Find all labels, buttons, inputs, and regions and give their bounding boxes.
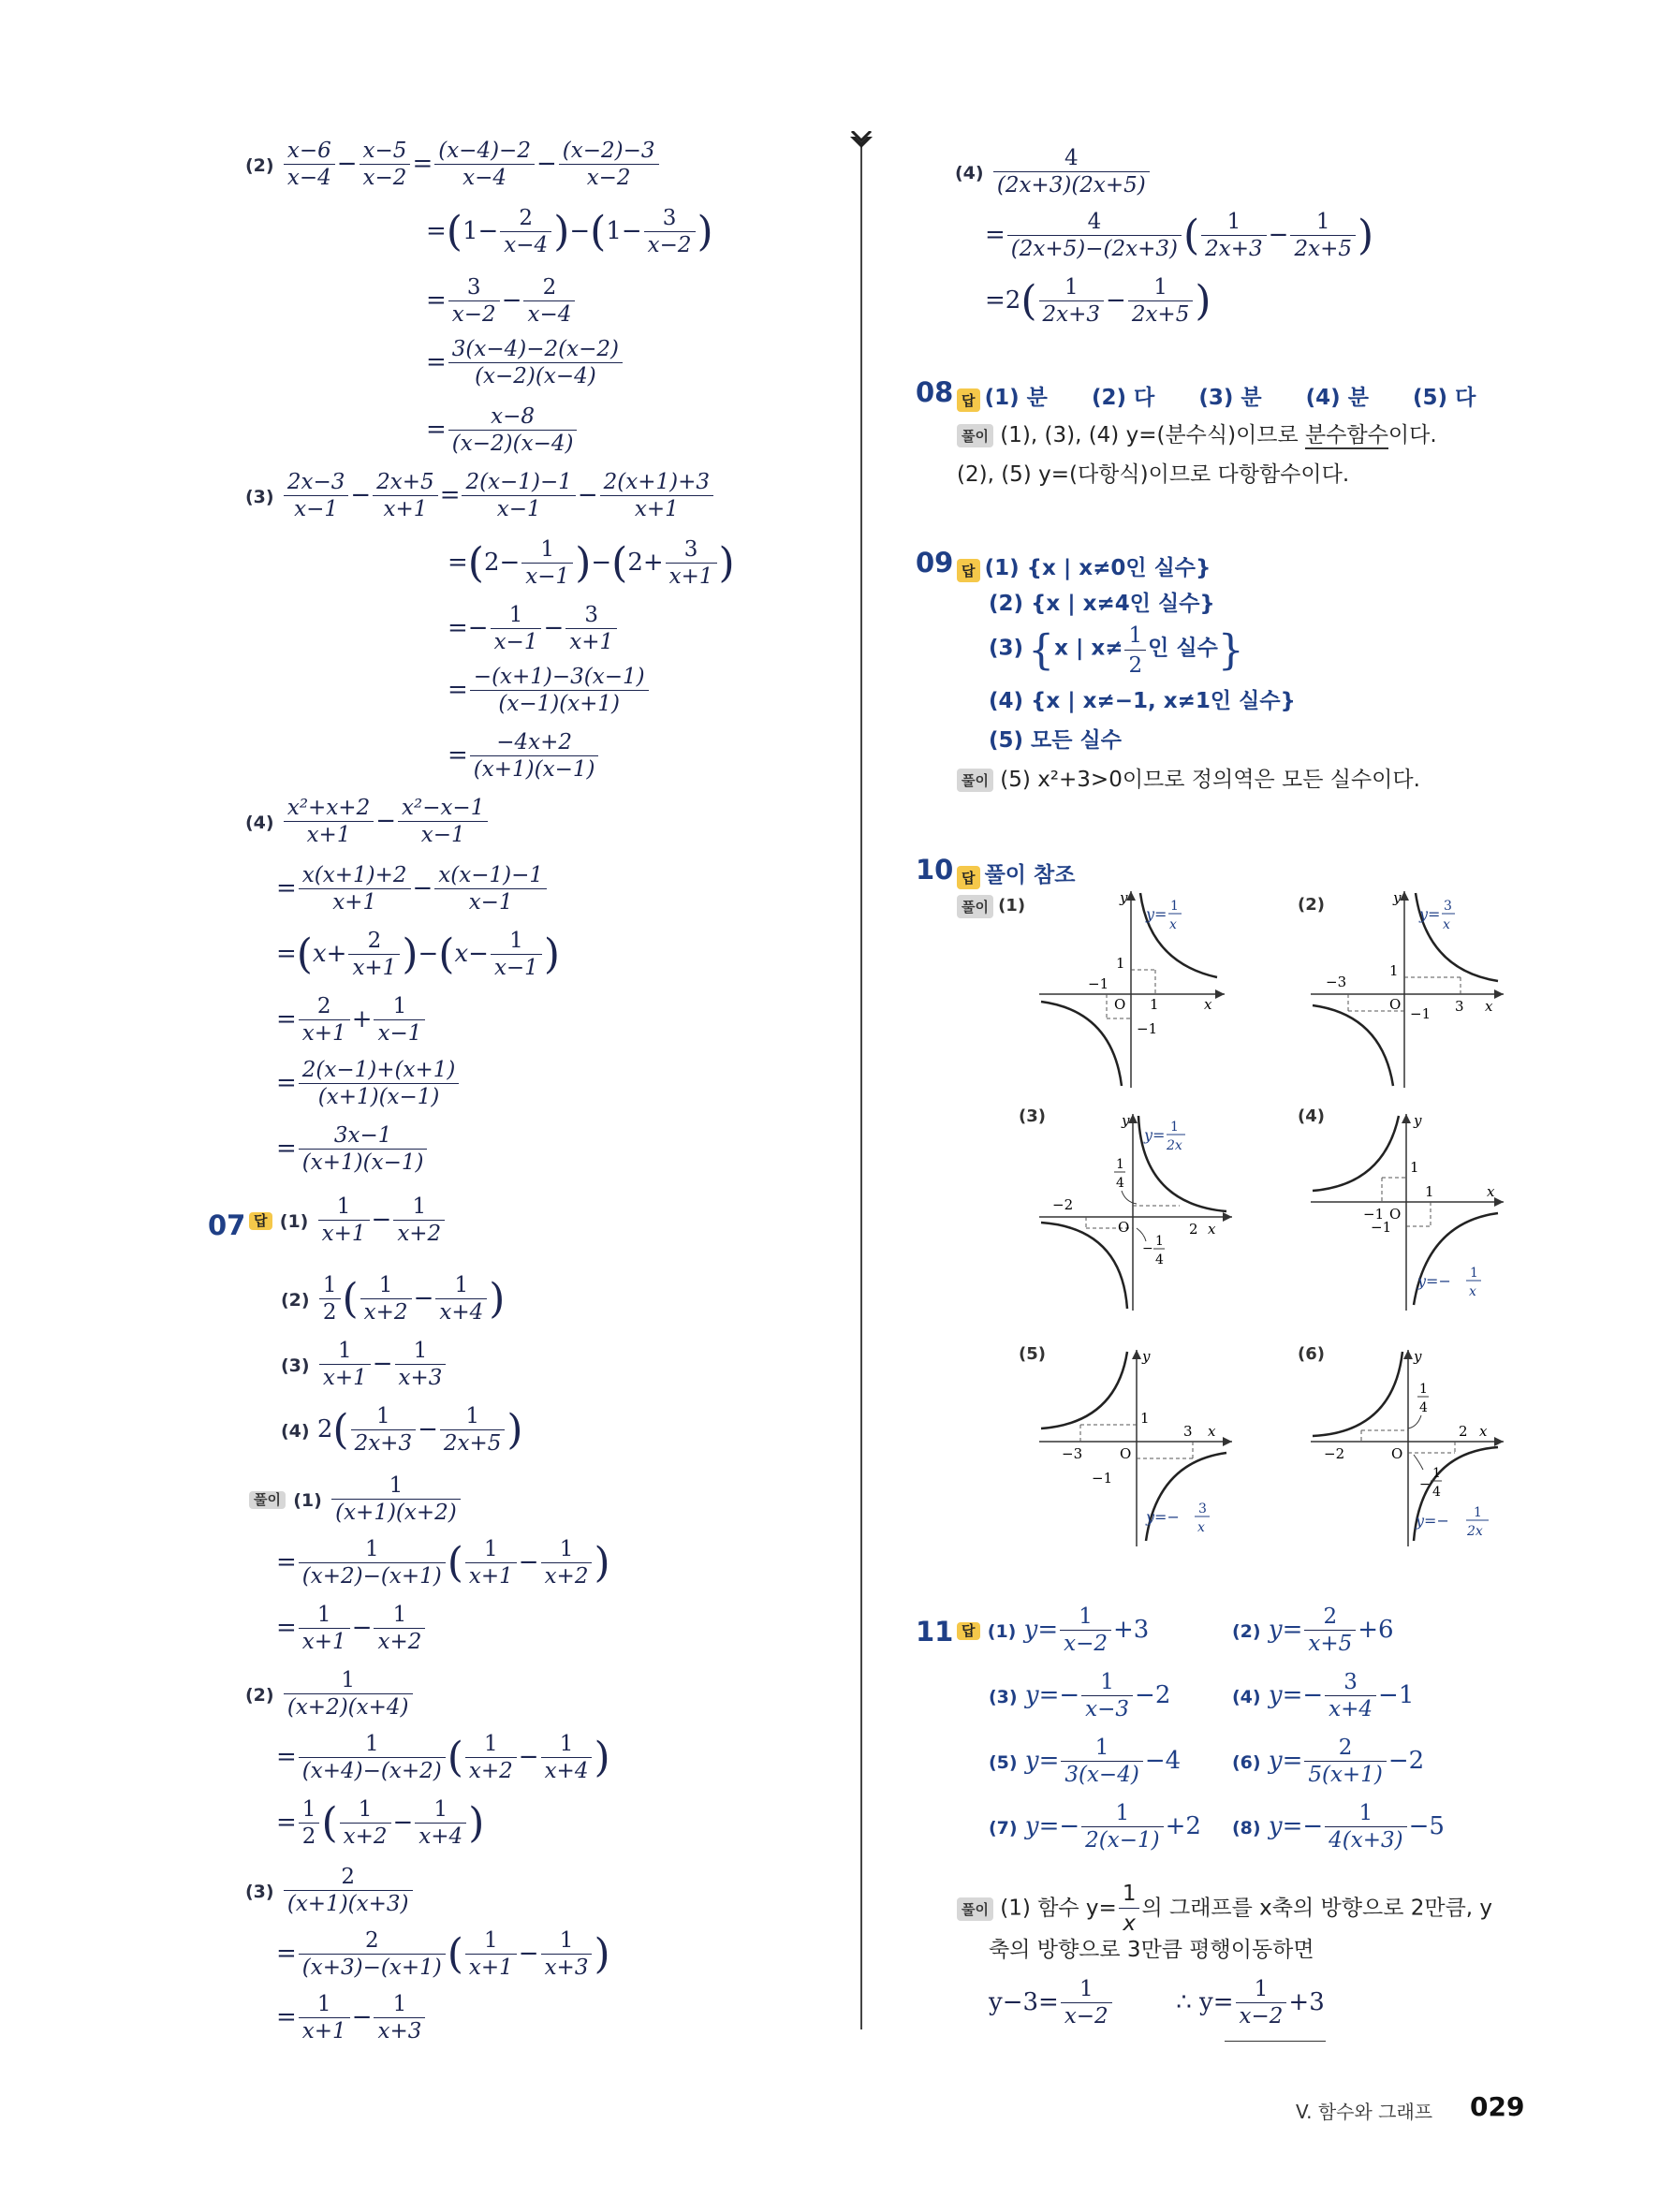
eq-4-line6: = $\frac{3x-1}{(x+1)(x-1)}$ [276, 1125, 429, 1174]
svg-text:1: 1 [1170, 1120, 1179, 1135]
p09-answer-4: (4) {x | x≠−1, x≠1인 실수} [989, 689, 1296, 713]
eq-3-line3: =− $\frac{1}{x-1}$ − $\frac{3}{x+1}$ [448, 605, 619, 653]
p07-sol-4c: =2( $\frac{1}{2x+3}$ − $\frac{1}{2x+5}$ ) [985, 275, 1211, 327]
svg-text:−: − [1142, 1241, 1153, 1256]
svg-text:O: O [1391, 1445, 1403, 1462]
svg-text:x: x [1443, 917, 1450, 932]
svg-text:1: 1 [1150, 996, 1159, 1013]
p07-sol-3b: = $\frac{2}{(x+3)-(x+1)}$ ( $\frac{1}{x+1}$ − $\frac{1}{x+3}$ ) [276, 1928, 610, 1980]
svg-text:−1: −1 [1363, 1206, 1385, 1223]
p11-solution-1: 풀이 (1) 함수 y= $\frac{1}{x}$ 의 그래프를 x축의 방향으로 2만큼, y [957, 1882, 1492, 1936]
p07-sol-3c: = $\frac{1}{x+1}$ − $\frac{1}{x+3}$ [276, 1994, 427, 2043]
eq-4-line2: = $\frac{x(x+1)+2}{x+1}$ − $\frac{x(x-1)-1}{x-1}$ [276, 865, 549, 914]
p08-solution-1: 풀이 (1), (3), (4) y=(분수식)이므로 분수함수이다. [957, 417, 1437, 448]
svg-text:−1: −1 [1092, 1470, 1113, 1487]
graph-3-title: (3) [1019, 1106, 1046, 1126]
svg-text:y=: y= [1146, 905, 1167, 923]
graph-4 [1311, 1112, 1507, 1313]
svg-text:O: O [1120, 1445, 1132, 1462]
p08-solution-2: (2), (5) y=(다항식)이므로 다항함수이다. [957, 462, 1350, 487]
svg-text:y=: y= [1419, 905, 1441, 923]
svg-text:−3: −3 [1062, 1445, 1083, 1462]
eq-4-line4: = $\frac{2}{x+1}$ + $\frac{1}{x-1}$ [276, 996, 427, 1045]
eq-4-line3: =(x+ $\frac{2}{x+1}$ )−(x− $\frac{1}{x-1}$ ) [276, 929, 560, 980]
p11-answer-7: (7) y=− $\frac{1}{2(x-1)}$ +2 [989, 1801, 1201, 1853]
svg-text:−1: −1 [1371, 1219, 1392, 1236]
p09-answer-5: (5) 모든 실수 [989, 728, 1122, 753]
svg-text:y=: y= [1144, 1126, 1166, 1144]
svg-text:−2: −2 [1052, 1196, 1074, 1213]
eq-3-line5: = $\frac{-4x+2}{(x+1)(x-1)}$ [448, 732, 600, 781]
p11-answer-6: (6) y= $\frac{2}{5(x+1)}$ −2 [1232, 1736, 1425, 1787]
svg-text:x: x [1485, 998, 1493, 1015]
eq-4-line5: = $\frac{2(x-1)+(x+1)}{(x+1)(x-1)}$ [276, 1060, 461, 1108]
p07-sol-4b: = $\frac{4}{(2x+5)-(2x+3)}$ ( $\frac{1}{2x+3}$ − $\frac{1}{2x+5}$ ) [985, 210, 1374, 261]
p11-answer-5: (5) y= $\frac{1}{3(x-4)}$ −4 [989, 1736, 1182, 1787]
graph-4-title: (4) [1298, 1106, 1325, 1126]
problem-number-11: 11 [916, 1616, 954, 1648]
svg-text:x: x [1487, 1183, 1495, 1200]
problem-number-09: 09 [916, 547, 954, 579]
p11-answer-2: (2) y= $\frac{2}{x+5}$ +6 [1232, 1604, 1394, 1656]
svg-text:1: 1 [1170, 899, 1179, 914]
eq-2-line5: = $\frac{x-8}{(x-2)(x-4)}$ [426, 406, 579, 455]
graph-3 [1039, 1112, 1236, 1313]
p07-sol-2b: = $\frac{1}{(x+4)-(x+2)}$ ( $\frac{1}{x+2}$ − $\frac{1}{x+4}$ ) [276, 1732, 610, 1783]
footer-chapter: V. 함수와 그래프 [1296, 2101, 1433, 2123]
column-divider [843, 131, 880, 2031]
graph-5 [1039, 1348, 1236, 1549]
eq-2-line1: (2) $\frac{x-6}{x-4}$ − $\frac{x-5}{x-2}$ = $\frac{(x-4)-2}{x-4}$ − $\frac{(x-2)-3}{x-2}$ [245, 140, 661, 189]
svg-text:x: x [1169, 917, 1177, 932]
p07-answer-2: (2) $\frac{1}{2}$ ( $\frac{1}{x+2}$ − $\frac{1}{x+4}$ ) [281, 1273, 506, 1325]
p11-solution-2: 축의 방향으로 3만큼 평행이동하면 [989, 1938, 1314, 1962]
p09-answer-1: 답 (1) {x | x≠0인 실수} [957, 550, 1211, 582]
p08-answers: 답 (1) 분 (2) 다 (3) 분 (4) 분 (5) 다 [957, 380, 1475, 412]
svg-text:y=−: y=− [1146, 1508, 1180, 1526]
p11-answer-underline [1225, 2041, 1326, 2042]
eq-4-line1: (4) $\frac{\text{x²+x+2}}{x+1}$ − $\frac{\text{x²−x−1}}{x-1}$ [245, 798, 490, 846]
svg-text:x: x [1208, 1221, 1216, 1238]
p07-sol-1c: = $\frac{1}{x+1}$ − $\frac{1}{x+2}$ [276, 1604, 427, 1653]
p07-sol-2c: = $\frac{1}{2}$ ( $\frac{1}{x+2}$ − $\frac{1}{x+4}$ ) [276, 1797, 485, 1849]
svg-text:y: y [1142, 1348, 1151, 1365]
p11-answer-4: (4) y=− $\frac{3}{x+4}$ −1 [1232, 1670, 1415, 1721]
svg-text:O: O [1114, 996, 1126, 1013]
graph-2-title: (2) [1298, 895, 1325, 915]
p09-answer-3: (3) {x | x≠ $\frac{1}{2}$ 인 실수} [989, 623, 1244, 678]
svg-text:O: O [1389, 1206, 1402, 1223]
svg-text:4: 4 [1155, 1252, 1164, 1267]
svg-text:1: 1 [1432, 1466, 1441, 1481]
eq-3-line2: =(2− $\frac{1}{x-1}$ )−(2+ $\frac{3}{x+1}$ ) [448, 537, 735, 589]
p10-solution-label: 풀이 (1) [957, 895, 1025, 918]
p07-answer-4: (4) 2( $\frac{1}{2x+3}$ − $\frac{1}{2x+5}$ ) [281, 1404, 523, 1456]
eq-3-line4: = $\frac{-(x+1)-3(x-1)}{(x-1)(x+1)}$ [448, 667, 651, 715]
eq-2-line3: = $\frac{3}{x-2}$ − $\frac{2}{x-4}$ [426, 277, 577, 326]
svg-text:y: y [1120, 889, 1128, 906]
svg-text:2: 2 [1189, 1221, 1198, 1238]
svg-text:−2: −2 [1324, 1445, 1345, 1462]
svg-text:y: y [1122, 1112, 1130, 1129]
page-number: 029 [1470, 2091, 1525, 2122]
svg-text:1: 1 [1116, 1157, 1124, 1172]
svg-text:1: 1 [1116, 955, 1125, 972]
svg-text:y=−: y=− [1417, 1272, 1451, 1290]
svg-text:1: 1 [1140, 1410, 1150, 1427]
svg-text:2x: 2x [1467, 1524, 1483, 1539]
svg-text:y: y [1414, 1112, 1422, 1129]
svg-text:1: 1 [1419, 1382, 1428, 1397]
svg-text:x: x [1197, 1520, 1205, 1535]
svg-text:1: 1 [1155, 1234, 1164, 1249]
p09-answer-2: (2) {x | x≠4인 실수} [989, 592, 1215, 616]
svg-text:O: O [1118, 1219, 1130, 1236]
svg-text:3: 3 [1444, 899, 1452, 914]
svg-text:y=−: y=− [1416, 1512, 1449, 1530]
p07-sol-1: 풀이 (1) $\frac{1}{(x+1)(x+2)}$ [249, 1475, 462, 1524]
graph-5-title: (5) [1019, 1344, 1046, 1364]
svg-text:x: x [1469, 1284, 1476, 1299]
eq-2-line4: = $\frac{3(x-4)-2(x-2)}{(x-2)(x-4)}$ [426, 339, 624, 388]
eq-2-line2: =(1− $\frac{2}{x-4}$ )−(1− $\frac{3}{x-2}$ ) [426, 206, 713, 257]
svg-text:y: y [1393, 889, 1402, 906]
svg-text:−: − [1419, 1477, 1431, 1492]
problem-number-10: 10 [916, 854, 954, 886]
p10-answer: 답 풀이 참조 [957, 857, 1075, 889]
svg-text:1: 1 [1470, 1266, 1478, 1281]
svg-text:3: 3 [1183, 1423, 1193, 1440]
svg-text:4: 4 [1419, 1400, 1428, 1415]
svg-text:−1: −1 [1137, 1020, 1158, 1037]
svg-text:x: x [1479, 1423, 1488, 1440]
graph-6-title: (6) [1298, 1344, 1325, 1364]
svg-text:4: 4 [1116, 1176, 1124, 1191]
svg-text:2: 2 [1459, 1423, 1468, 1440]
svg-text:1: 1 [1389, 962, 1399, 979]
p11-answer-3: (3) y=− $\frac{1}{x-3}$ −2 [989, 1670, 1171, 1721]
problem-number-08: 08 [916, 376, 954, 408]
svg-text:−1: −1 [1410, 1005, 1431, 1022]
svg-text:3: 3 [1198, 1502, 1207, 1516]
svg-text:y: y [1414, 1348, 1422, 1365]
svg-text:1: 1 [1425, 1183, 1434, 1200]
p07-answer-3: (3) $\frac{1}{x+1}$ − $\frac{1}{x+3}$ [281, 1340, 448, 1389]
svg-text:x: x [1204, 996, 1212, 1013]
p07-answer-1: 답 (1) $\frac{1}{x+1}$ − $\frac{1}{x+2}$ [249, 1196, 447, 1245]
svg-text:1: 1 [1474, 1505, 1482, 1520]
p11-solution-3: y−3= $\frac{1}{x-2}$ ∴ y= $\frac{1}{x-2}$ +3 [989, 1977, 1325, 2029]
svg-text:2x: 2x [1167, 1138, 1182, 1153]
graph-2 [1311, 889, 1507, 1091]
svg-text:3: 3 [1455, 998, 1464, 1015]
p09-solution: 풀이 (5) x²+3>0이므로 정의역은 모든 실수이다. [957, 762, 1420, 793]
p07-sol-1b: = $\frac{1}{(x+2)-(x+1)}$ ( $\frac{1}{x+1}$ − $\frac{1}{x+2}$ ) [276, 1537, 610, 1589]
svg-text:x: x [1208, 1423, 1216, 1440]
p11-answer-8: (8) y=− $\frac{1}{4(x+3)}$ −5 [1232, 1801, 1445, 1853]
svg-text:4: 4 [1432, 1485, 1441, 1500]
svg-text:O: O [1389, 996, 1402, 1013]
graph-1 [1039, 889, 1226, 1091]
graph-6 [1311, 1348, 1507, 1549]
eq-3-line1: (3) $\frac{2x-3}{x-1}$ − $\frac{2x+5}{x+1}$ = $\frac{2(x-1)-1}{x-1}$ − $\frac{2(x+1)+3}{x+1}$ [245, 472, 715, 520]
p07-sol-2: (2) $\frac{1}{(x+2)(x+4)}$ [245, 1670, 415, 1719]
svg-text:−3: −3 [1326, 974, 1347, 990]
svg-text:1: 1 [1410, 1159, 1419, 1176]
p11-answer-1: 답 (1) y= $\frac{1}{x-2}$ +3 [957, 1606, 1149, 1655]
problem-number-07: 07 [208, 1209, 246, 1241]
p07-sol-3: (3) $\frac{2}{(x+1)(x+3)}$ [245, 1867, 415, 1915]
svg-text:−1: −1 [1088, 975, 1109, 992]
p07-sol-4: (4) $\frac{4}{(2x+3)(2x+5)}$ [955, 148, 1152, 197]
